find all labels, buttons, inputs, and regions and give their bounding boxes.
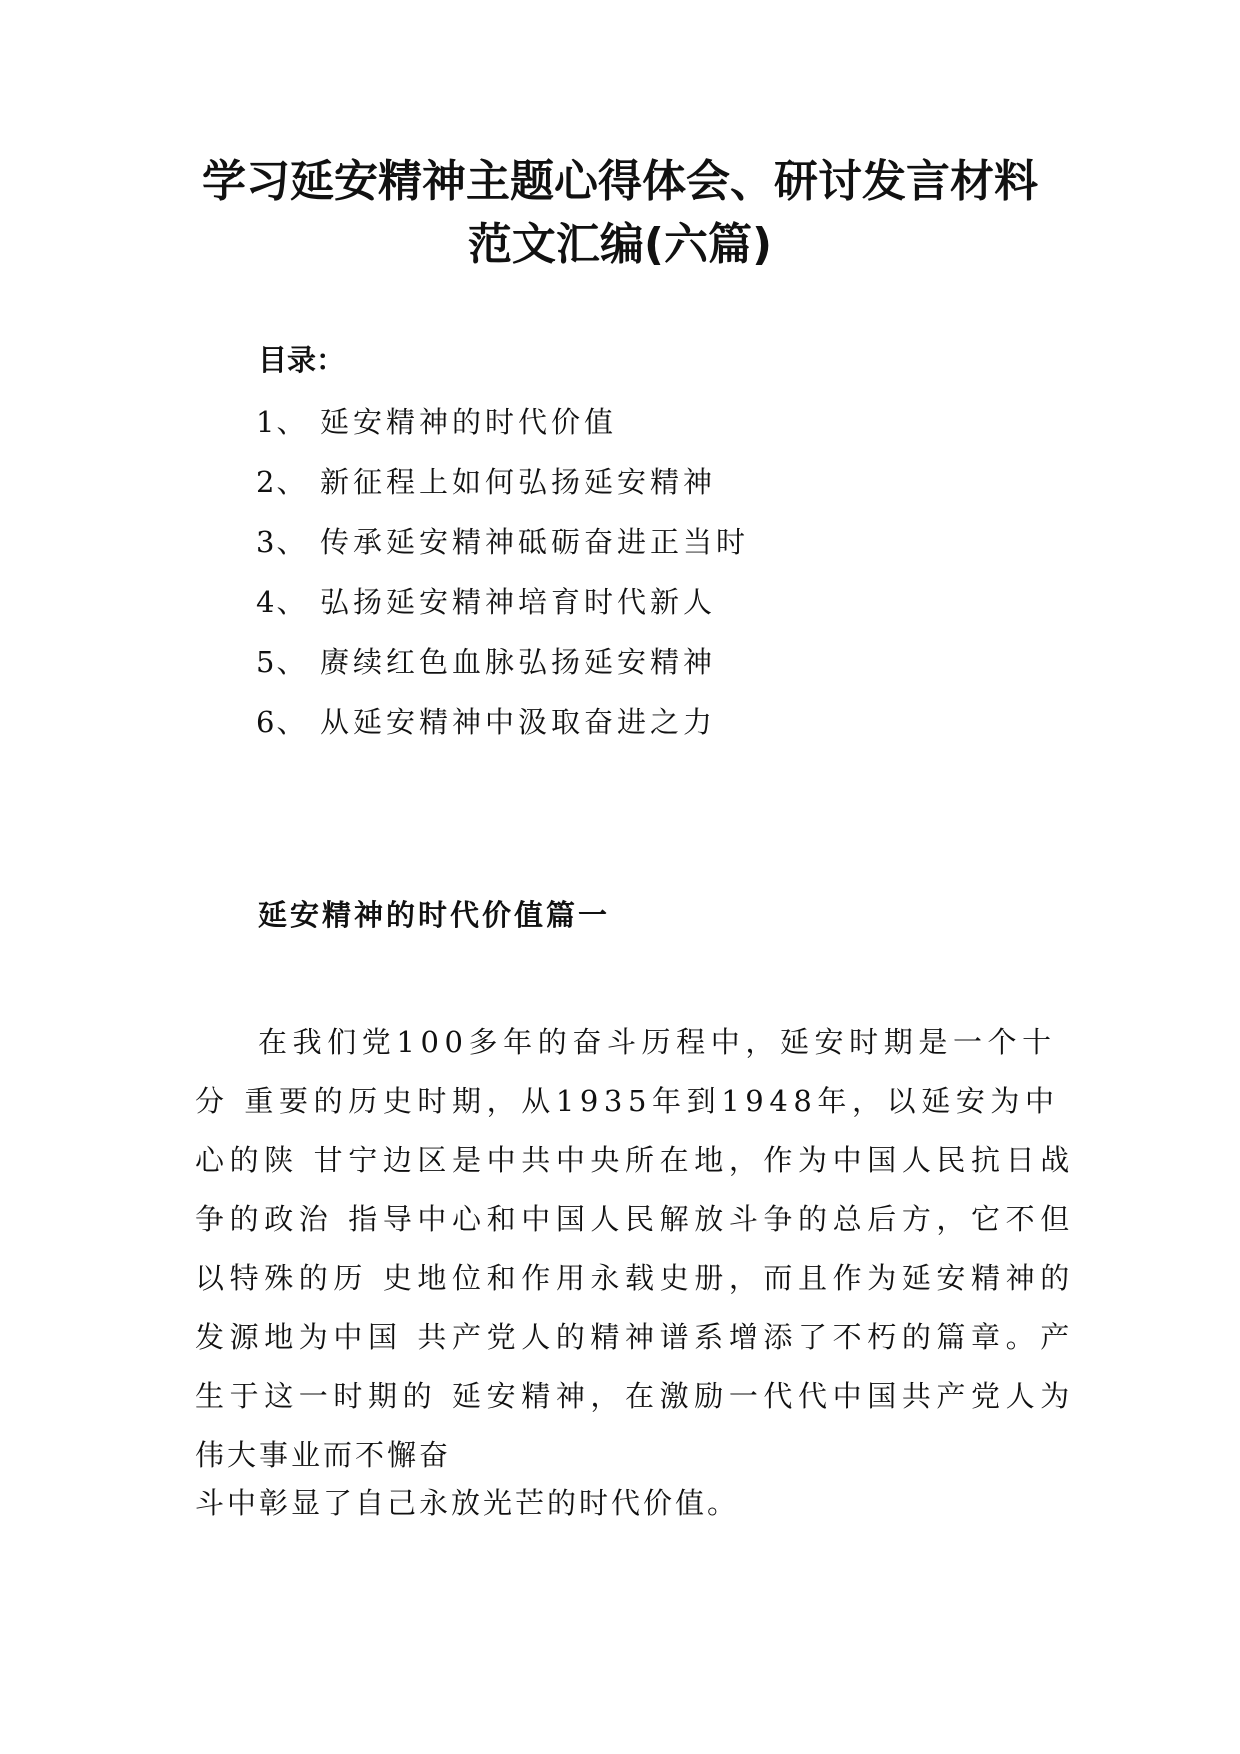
section-heading: 延安精神的时代价值篇一 [258,898,611,932]
toc-item-text: 延安精神的时代价值 [320,405,618,439]
paragraph-line: 发源地为中国 共产党人的精神谱系增添了不朽的篇章。产 [195,1320,1075,1354]
toc-item-text: 传承延安精神砥砺奋进正当时 [320,525,750,559]
toc-item-3[interactable] [256,522,749,582]
paragraph-line: 以特殊的历 史地位和作用永载史册，而且作为延安精神的 [195,1261,1075,1295]
paragraph-line: 分 重要的历史时期，从1935年到1948年，以延安为中 [195,1084,1060,1118]
toc-item-2[interactable] [256,462,749,522]
paragraph-line: 在我们党100多年的奋斗历程中，延安时期是一个十 [258,1025,1057,1059]
toc-item-number: 4、 [256,585,308,619]
toc-item-6[interactable] [256,702,749,762]
paragraph-line: 争的政治 指导中心和中国人民解放斗争的总后方，它不但 [195,1202,1075,1236]
toc-item-5[interactable] [256,642,749,702]
paragraph-line: 心的陕 甘宁边区是中共中央所在地，作为中国人民抗日战 [195,1143,1075,1177]
table-of-contents [256,402,749,762]
document-title-line-1: 学习延安精神主题心得体会、研讨发言材料 [202,156,1038,207]
toc-item-number: 2、 [256,465,308,499]
toc-item-number: 5、 [256,645,308,679]
toc-item-number: 3、 [256,525,308,559]
document-title-line-2: 范文汇编(六篇) [467,219,773,270]
toc-item-number: 6、 [256,705,308,739]
toc-item-text: 赓续红色血脉弘扬延安精神 [320,645,717,679]
toc-item-1[interactable] [256,402,749,462]
paragraph-line: 伟大事业而不懈奋 [195,1438,452,1472]
toc-heading: 目录： [258,343,346,377]
toc-item-text: 新征程上如何弘扬延安精神 [320,465,717,499]
toc-item-text: 弘扬延安精神培育时代新人 [320,585,717,619]
toc-item-number: 1、 [256,405,308,439]
paragraph-line: 生于这一时期的 延安精神，在激励一代代中国共产党人为 [195,1379,1075,1413]
toc-item-text: 从延安精神中汲取奋进之力 [320,705,717,739]
paragraph-line: 斗中彰显了自己永放光芒的时代价值。 [195,1486,740,1520]
toc-item-4[interactable] [256,582,749,642]
body-paragraph [195,1022,1075,1531]
